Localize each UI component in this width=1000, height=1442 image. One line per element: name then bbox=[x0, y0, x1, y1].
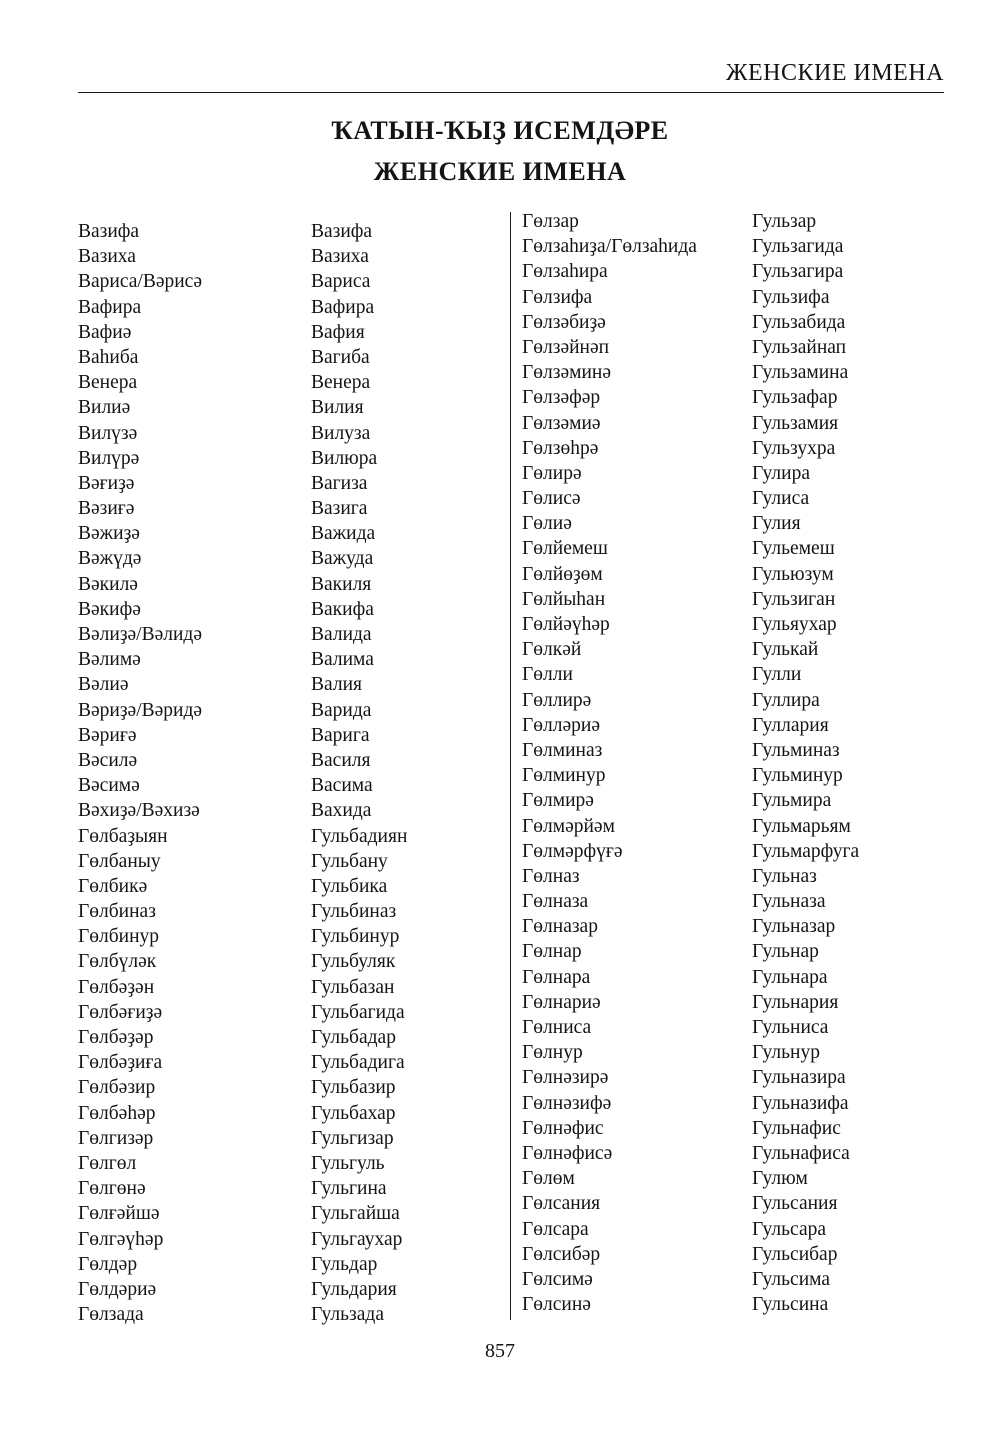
name-entry: Вәкилә bbox=[78, 573, 138, 595]
name-entry: Гөлзәфәр bbox=[522, 387, 601, 409]
name-entry: Гөлнариә bbox=[522, 991, 601, 1013]
name-entry: Гульнур bbox=[752, 1042, 820, 1064]
name-entry: Вәриҙә/Вәридә bbox=[78, 699, 203, 721]
name-entry: Гөлзәмиә bbox=[522, 412, 601, 434]
name-entry: Варида bbox=[311, 699, 372, 721]
name-entry: Гөлзәминә bbox=[522, 362, 611, 384]
name-entry: Гульемеш bbox=[752, 538, 835, 560]
name-entry: Гөлнәзирә bbox=[522, 1067, 609, 1089]
name-entry: Гульнафиса bbox=[752, 1142, 850, 1164]
name-entry: Вафира bbox=[78, 296, 142, 318]
name-entry: Гульсима bbox=[752, 1268, 830, 1290]
name-entry: Валида bbox=[311, 624, 372, 645]
name-entry: Гөлгөнә bbox=[78, 1178, 146, 1200]
name-entry: Валима bbox=[311, 649, 374, 671]
name-entry: Гөлзәбиҙә bbox=[522, 311, 606, 333]
name-entry: Гөлғәйшә bbox=[78, 1203, 160, 1225]
name-entry: Василя bbox=[311, 749, 371, 771]
name-entry: Гульзагида bbox=[752, 236, 844, 258]
name-entry: Важида bbox=[311, 523, 376, 545]
name-entry: Гөлбәҙиға bbox=[78, 1052, 163, 1074]
name-entry: Гөлзифа bbox=[522, 286, 593, 308]
name-entry: Вәриғә bbox=[78, 724, 137, 746]
name-entry: Гульбану bbox=[311, 850, 388, 872]
name-entry: Гөлзада bbox=[78, 1304, 144, 1326]
name-entry: Гөлмирә bbox=[522, 790, 594, 812]
name-entry: Гульдария bbox=[311, 1278, 397, 1300]
name-entry: Гөлирә bbox=[522, 462, 582, 484]
name-entry: Вафира bbox=[311, 296, 375, 318]
name-entry: Вәсимә bbox=[78, 775, 140, 797]
name-entry: Гөлләриә bbox=[522, 714, 600, 736]
name-entry: Важуда bbox=[311, 548, 374, 570]
name-entry: Вәжүдә bbox=[78, 548, 142, 570]
name-entry: Гульбагида bbox=[311, 1001, 405, 1023]
name-entry: Гөлмәрфүғә bbox=[522, 840, 623, 862]
name-entry: Гульгайша bbox=[311, 1203, 400, 1225]
name-entry: Гөлзар bbox=[522, 211, 579, 232]
name-entry: Гөлгизәр bbox=[78, 1127, 154, 1149]
name-entry: Гульгаухар bbox=[311, 1228, 403, 1250]
name-entry: Гөлсинә bbox=[522, 1294, 591, 1316]
name-entry: Гульбадиян bbox=[311, 825, 408, 847]
name-entry: Гулюм bbox=[752, 1168, 808, 1190]
name-entry: Гөлбәһәр bbox=[78, 1102, 156, 1124]
name-entry: Вазига bbox=[311, 498, 368, 520]
name-entry: Гөлсара bbox=[522, 1218, 589, 1240]
name-entry: Вәкифә bbox=[78, 598, 141, 620]
name-entry: Гульзабида bbox=[752, 311, 846, 333]
name-entry: Вәлиә bbox=[78, 674, 129, 696]
name-entry: Гулиса bbox=[752, 488, 810, 510]
name-entry: Гульбинур bbox=[311, 926, 400, 948]
name-entry: Гөлзаһиҙа/Гөлзаһида bbox=[522, 236, 697, 258]
name-entry: Гөлнәфисә bbox=[522, 1142, 613, 1164]
name-entry: Гульсания bbox=[752, 1193, 838, 1215]
name-entry: Гульгуль bbox=[311, 1152, 385, 1174]
name-entry: Гөлсания bbox=[522, 1193, 601, 1215]
name-entry: Вакифа bbox=[311, 598, 374, 620]
name-entry: Гульбадига bbox=[311, 1052, 405, 1074]
name-entry: Гульзифа bbox=[752, 286, 830, 308]
name-entry: Гөлбәҙән bbox=[78, 976, 155, 998]
name-entry: Вилуза bbox=[311, 422, 371, 444]
name-entry: Вилүрә bbox=[78, 447, 140, 469]
name-entry: Гуллария bbox=[752, 714, 829, 736]
name-entry: Вәсилә bbox=[78, 749, 138, 771]
name-entry: Гөлназар bbox=[522, 916, 598, 938]
name-entry: Гөлнар bbox=[522, 941, 582, 963]
name-entry: Вәлимә bbox=[78, 649, 141, 671]
name-entry: Гульмира bbox=[752, 790, 832, 812]
name-entry: Гульсибар bbox=[752, 1243, 838, 1265]
name-entry: Гульназар bbox=[752, 916, 836, 938]
name-entry: Вазиха bbox=[78, 246, 136, 268]
name-entry: Гөлгәүһәр bbox=[78, 1228, 164, 1250]
name-entry: Гульзайнап bbox=[752, 336, 847, 358]
name-entry: Венера bbox=[78, 372, 138, 394]
name-entry: Гөлбикә bbox=[78, 875, 148, 897]
name-entry: Вәлиҙә/Вәлидә bbox=[78, 624, 203, 645]
name-entry: Вилюра bbox=[311, 447, 378, 469]
name-entry: Вариса bbox=[311, 271, 371, 293]
name-entry: Гөлйөҙөм bbox=[522, 563, 603, 585]
name-entry: Гөлйәүһәр bbox=[522, 614, 610, 635]
name-entry: Гульнария bbox=[752, 991, 839, 1013]
name-entry: Гөлзөһрә bbox=[522, 437, 599, 459]
name-entry: Гөлиә bbox=[522, 513, 572, 535]
section-title-bashkir: ҠАТЫН-ҠЫҘ ИСЕМДӘРЕ bbox=[331, 116, 669, 145]
column-divider bbox=[510, 212, 511, 1320]
name-entry: Гульназ bbox=[752, 865, 817, 887]
name-entry: Гульназира bbox=[752, 1067, 846, 1089]
name-entry: Гулира bbox=[752, 462, 810, 484]
name-entry: Вакиля bbox=[311, 573, 372, 595]
name-entry: Гульзамия bbox=[752, 412, 839, 434]
right-bashkir-names-column bbox=[522, 209, 697, 1317]
running-header: ЖЕНСКИЕ ИМЕНА bbox=[726, 60, 944, 86]
name-entry: Гульзамина bbox=[752, 362, 849, 384]
name-entry: Гөлдәр bbox=[78, 1253, 138, 1275]
name-entry: Гөлминаз bbox=[522, 739, 603, 761]
name-entry: Гөлнәфис bbox=[522, 1117, 604, 1139]
name-entry: Вагиза bbox=[311, 472, 368, 494]
name-entry: Гөлзаһира bbox=[522, 261, 608, 283]
name-entry: Вәғиҙә bbox=[78, 472, 135, 494]
name-entry: Гөлсибәр bbox=[522, 1243, 601, 1265]
name-entry: Гөлнәзифә bbox=[522, 1092, 612, 1114]
name-entry: Гульсина bbox=[752, 1294, 829, 1316]
name-entry: Гульсара bbox=[752, 1218, 827, 1240]
name-entry: Гөлназа bbox=[522, 891, 589, 913]
name-entry: Гөлназ bbox=[522, 865, 580, 887]
name-entry: Гульбазир bbox=[311, 1077, 396, 1099]
name-entry: Вариса/Вәрисә bbox=[78, 271, 202, 293]
name-entry: Гөлбаҙыян bbox=[78, 825, 168, 847]
name-entry: Гульнар bbox=[752, 941, 819, 963]
name-entry: Гөлнара bbox=[522, 966, 591, 988]
name-entry: Гөлбаныу bbox=[78, 850, 161, 872]
name-entry: Гульбиназ bbox=[311, 901, 397, 923]
name-entry: Гульнафис bbox=[752, 1117, 841, 1139]
name-entry: Гульбазан bbox=[311, 976, 395, 998]
name-entry: Гөлсимә bbox=[522, 1268, 593, 1290]
name-entry: Гульгина bbox=[311, 1178, 387, 1200]
name-entry: Гөлниса bbox=[522, 1017, 592, 1038]
name-entry: Гөлйыһан bbox=[522, 588, 606, 610]
name-entry: Гульбуляк bbox=[311, 951, 396, 973]
name-entry: Гульминаз bbox=[752, 739, 840, 761]
name-entry: Вафиә bbox=[78, 321, 132, 343]
name-entry: Гөлбәҙәр bbox=[78, 1027, 154, 1048]
name-entry: Гульгизар bbox=[311, 1127, 394, 1149]
name-entry: Гулькай bbox=[752, 639, 819, 661]
name-entry: Вилиә bbox=[78, 397, 131, 419]
name-entry: Гөлөм bbox=[522, 1168, 575, 1190]
name-entry: Гөлнур bbox=[522, 1042, 583, 1064]
name-entry: Гөллирә bbox=[522, 689, 592, 711]
name-entry: Гөлйемеш bbox=[522, 538, 608, 560]
name-entry: Гульдар bbox=[311, 1253, 378, 1275]
name-entry: Вахида bbox=[311, 800, 372, 822]
name-entry: Васима bbox=[311, 775, 373, 797]
name-entry: Гульюзум bbox=[752, 563, 834, 585]
name-entry: Вазифа bbox=[78, 221, 140, 242]
name-entry: Вазиха bbox=[311, 246, 369, 268]
name-entry: Вәхиҙә/Вәхизә bbox=[78, 800, 200, 822]
name-entry: Гульназифа bbox=[752, 1092, 849, 1114]
name-entry: Гөлминур bbox=[522, 765, 606, 787]
name-entry: Гульбахар bbox=[311, 1102, 396, 1124]
name-entry: Гулли bbox=[752, 664, 802, 686]
header-rule bbox=[78, 92, 944, 93]
name-entry: Валия bbox=[311, 674, 362, 696]
name-entry: Вафия bbox=[311, 321, 365, 343]
name-entry: Вагиба bbox=[311, 346, 370, 368]
name-entry: Гульзиган bbox=[752, 588, 836, 610]
name-entry: Гөлбинур bbox=[78, 926, 160, 948]
name-entry: Гөлисә bbox=[522, 488, 581, 510]
name-entry: Гөлбиназ bbox=[78, 901, 156, 923]
page-number: 857 bbox=[485, 1340, 515, 1362]
name-entry: Гульбадар bbox=[311, 1027, 396, 1048]
name-entry: Гульзафар bbox=[752, 387, 838, 409]
name-entry: Гульбика bbox=[311, 875, 388, 897]
right-russian-names-column bbox=[752, 209, 859, 1317]
section-title-russian: ЖЕНСКИЕ ИМЕНА bbox=[373, 157, 627, 186]
name-entry: Вәзиғә bbox=[78, 498, 135, 520]
name-entry: Вилия bbox=[311, 397, 364, 419]
name-entry: Гульзухра bbox=[752, 437, 836, 459]
name-entry: Гулия bbox=[752, 513, 801, 535]
name-entry: Гөлгөл bbox=[78, 1152, 137, 1174]
name-entry: Вилүзә bbox=[78, 422, 138, 444]
name-entry: Гульзада bbox=[311, 1304, 384, 1326]
name-entry: Гөлбәғиҙә bbox=[78, 1001, 163, 1023]
name-entry: Гульмарфуга bbox=[752, 840, 860, 862]
left-russian-names-column bbox=[311, 219, 407, 1327]
name-entry: Гөлкәй bbox=[522, 639, 582, 661]
name-entry: Гульминур bbox=[752, 765, 843, 787]
name-entry: Гөлли bbox=[522, 664, 573, 686]
name-entry: Гөлдәриә bbox=[78, 1278, 157, 1300]
name-entry: Венера bbox=[311, 372, 371, 394]
name-entry: Гульяухар bbox=[752, 614, 837, 635]
name-entry: Вазифа bbox=[311, 221, 373, 242]
name-entry: Гульмарьям bbox=[752, 815, 851, 837]
name-entry: Вәжиҙә bbox=[78, 523, 140, 545]
name-entry: Гөлбүләк bbox=[78, 951, 157, 973]
name-entry: Гульниса bbox=[752, 1017, 829, 1038]
left-bashkir-names-column bbox=[78, 219, 202, 1327]
name-entry: Гульзар bbox=[752, 211, 817, 232]
name-entry: Варига bbox=[311, 724, 370, 746]
name-entry: Гульзагира bbox=[752, 261, 844, 283]
name-entry: Гөлзәйнәп bbox=[522, 336, 610, 358]
name-entry: Гульнара bbox=[752, 966, 828, 988]
name-entry: Ваһиба bbox=[78, 346, 139, 368]
name-entry: Гуллира bbox=[752, 689, 820, 711]
name-entry: Гөлбәзир bbox=[78, 1077, 156, 1099]
name-entry: Гульназа bbox=[752, 891, 826, 913]
name-entry: Гөлмәрйәм bbox=[522, 815, 615, 837]
